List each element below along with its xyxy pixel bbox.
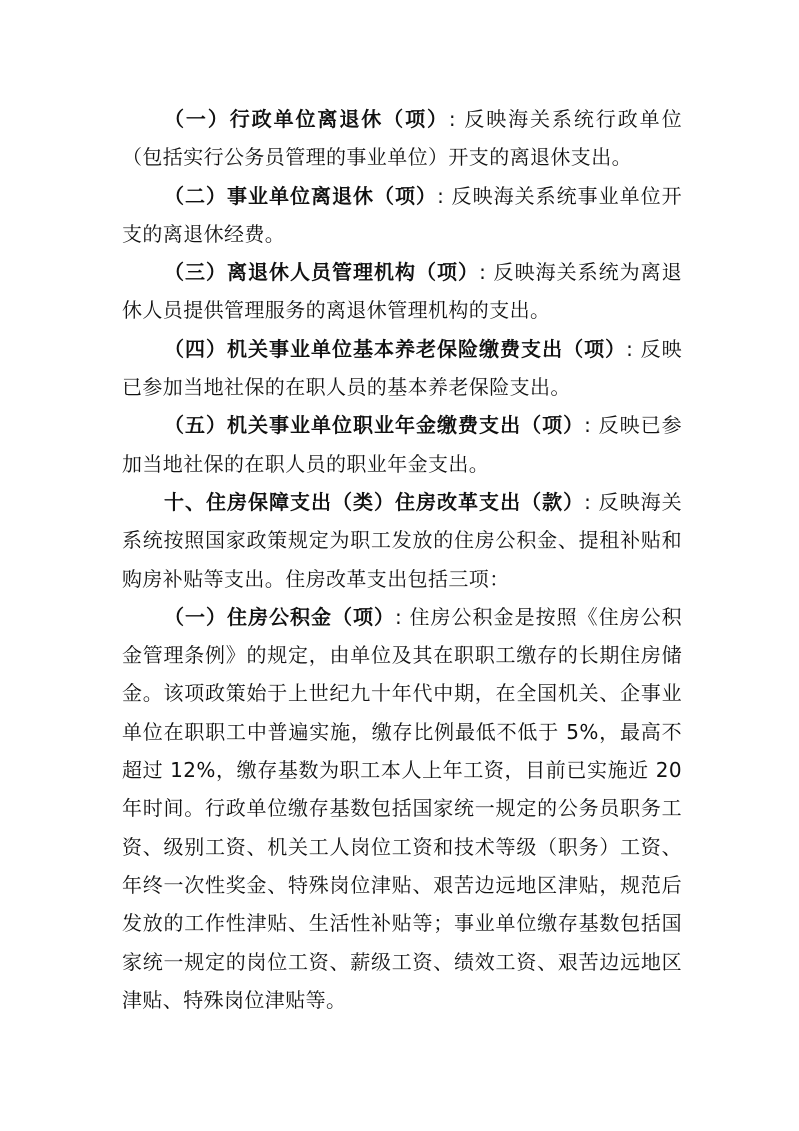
paragraph-institution-retirement bbox=[122, 177, 682, 254]
paragraph-heading: （五）机关事业单位职业年金缴费支出（项） bbox=[164, 413, 585, 438]
document-body bbox=[122, 100, 682, 1019]
paragraph-text: : 反映海关系统事业单位开支的离退休经费。 bbox=[122, 183, 683, 246]
paragraph-heading: （二）事业单位离退休（项） bbox=[164, 183, 438, 208]
paragraph-text: : 反映已参加当地社保的在职人员的基本养老保险支出。 bbox=[122, 336, 682, 400]
paragraph-occupational-annuity bbox=[122, 406, 682, 483]
paragraph-heading: （四）机关事业单位基本养老保险缴费支出（项） bbox=[164, 336, 627, 361]
paragraph-heading: 十、住房保障支出（类）住房改革支出（款） bbox=[164, 489, 585, 514]
paragraph-text: : 反映海关系统按照国家政策规定为职工发放的住房公积金、提租补贴和购房补贴等支出。住房改革支出包括三项： bbox=[122, 489, 683, 591]
paragraph-retiree-management bbox=[122, 253, 682, 330]
paragraph-text: : 住房公积金是按照《住房公积金管理条例》的规定，由单位及其在职职工缴存的长期住房储金。该项政策始于上世纪九十年代中期，在全国机关、企事业单位在职职工中普遍实施，缴存比例最低不低于 5%，最高不超过 12%，缴存基数为职工本人上年工资，目前已实施近 20 年时间。行政单位缴存基数包括国家统一规定的公务员职务工资、级别工资、机关工人岗位工资和技术等级（职务）工资、年终一次性奖金、特殊岗位津贴、艰苦边远地区津贴，规范后发放的工作性津贴、生活性补贴等；事业单位缴存基数包括国家统一规定的岗位工资、薪级工资、绩效工资、艰苦边远地区津贴、特殊岗位津贴等。 bbox=[122, 604, 682, 1012]
paragraph-heading: （一）住房公积金（项） bbox=[164, 604, 396, 629]
paragraph-text: : 反映已参加当地社保的在职人员的职业年金支出。 bbox=[122, 413, 683, 476]
paragraph-housing-fund bbox=[122, 598, 682, 1019]
paragraph-text: : 反映海关系统行政单位（包括实行公务员管理的事业单位）开支的离退休支出。 bbox=[122, 107, 682, 170]
paragraph-heading: （一）行政单位离退休（项） bbox=[164, 107, 449, 131]
paragraph-text: : 反映海关系统为离退休人员提供管理服务的离退休管理机构的支出。 bbox=[122, 260, 682, 323]
paragraph-admin-retirement bbox=[122, 100, 682, 177]
paragraph-heading: （三）离退休人员管理机构（项） bbox=[164, 260, 480, 285]
paragraph-housing-security bbox=[122, 483, 682, 598]
paragraph-basic-pension bbox=[122, 330, 682, 407]
